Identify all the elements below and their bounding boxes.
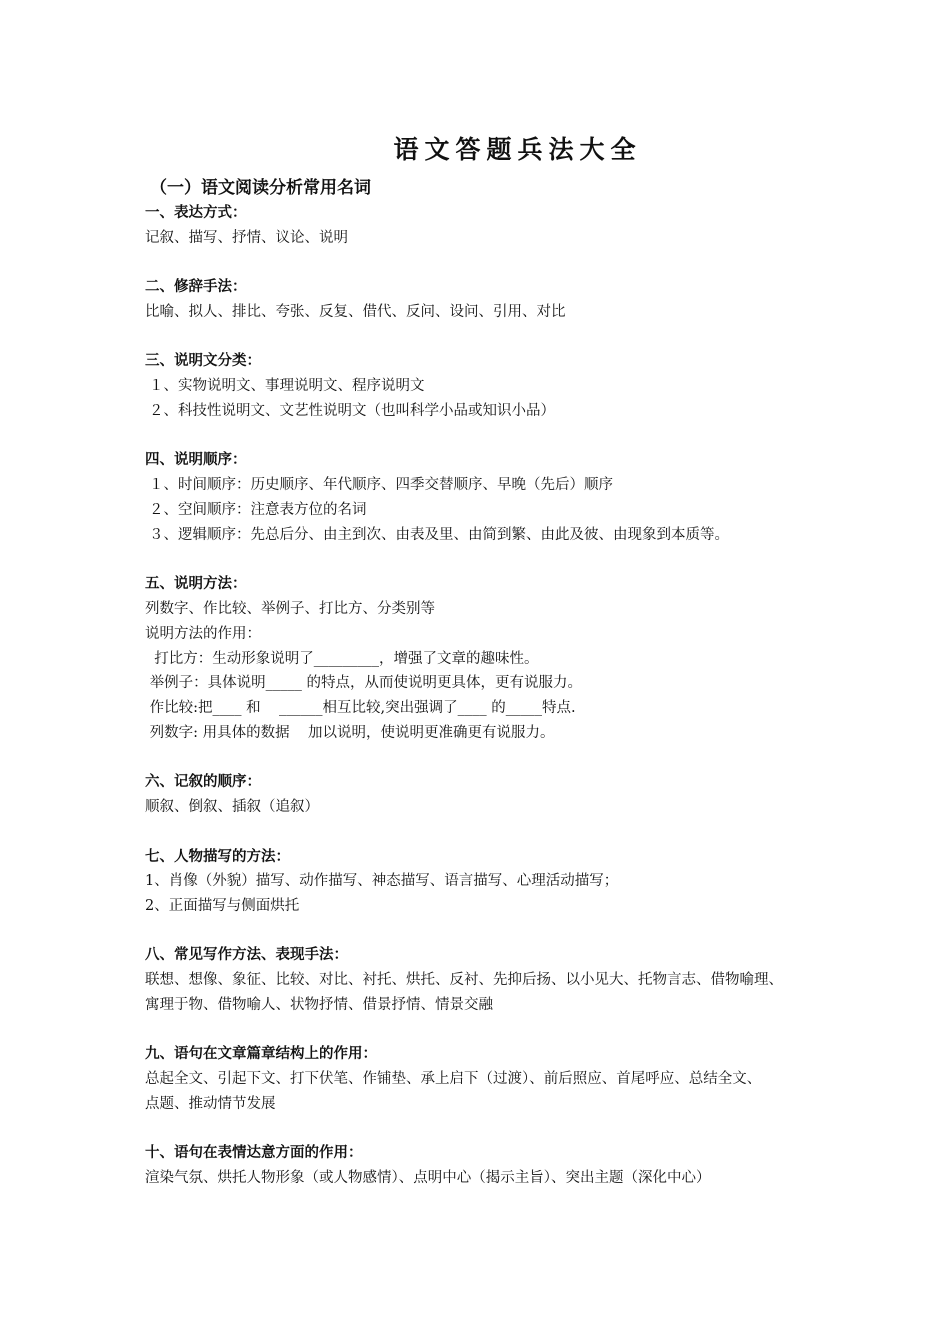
block-expository-types <box>145 349 815 423</box>
block-heading: 七、人物描写的方法： <box>145 847 290 865</box>
block-explanation-order <box>145 448 815 547</box>
document-body <box>145 176 815 1216</box>
block-line: ２、空间顺序：注意表方位的名词 <box>149 501 367 518</box>
block-heading: 九、语句在文章篇章结构上的作用： <box>145 1045 377 1063</box>
block-line: 说明方法的作用： <box>145 625 261 642</box>
block-line: 比喻、拟人、排比、夸张、反复、借代、反问、设问、引用、对比 <box>145 303 566 320</box>
block-line: 1、肖像（外貌）描写、动作描写、神态描写、语言描写、心理活动描写； <box>145 873 619 890</box>
block-line: ３、逻辑顺序：先总后分、由主到次、由表及里、由简到繁、由此及彼、由现象到本质等。 <box>149 526 729 543</box>
block-heading: 六、记叙的顺序： <box>145 773 261 791</box>
block-line: 列数字、作比较、举例子、打比方、分类别等 <box>145 600 435 617</box>
section-title: （一）语文阅读分析常用名词 <box>150 178 371 198</box>
block-line: ２、科技性说明文、文艺性说明文（也叫科学小品或知识小品） <box>149 402 555 419</box>
block-expression-modes <box>145 201 815 251</box>
block-heading: 二、修辞手法： <box>145 278 247 296</box>
block-heading: 四、说明顺序： <box>145 451 247 469</box>
block-rhetoric <box>145 275 815 325</box>
block-line: 记叙、描写、抒情、议论、说明 <box>145 229 348 246</box>
block-line: 作比较:把____ 和 ______相互比较,突出强调了____ 的_____特点. <box>145 700 576 717</box>
block-line: １、时间顺序：历史顺序、年代顺序、四季交替顺序、早晚（先后）顺序 <box>149 477 613 494</box>
block-line: 顺叙、倒叙、插叙（追叙） <box>145 799 319 816</box>
block-heading: 一、表达方式： <box>145 204 247 221</box>
block-line: 列数字: 用具体的数据 加以说明，使说明更准确更有说服力。 <box>145 724 555 741</box>
block-line: 点题、推动情节发展 <box>145 1096 276 1113</box>
block-heading: 十、语句在表情达意方面的作用： <box>145 1144 363 1162</box>
block-expression-function <box>145 1141 815 1191</box>
block-line: 打比方：生动形象说明了_________，增强了文章的趣味性。 <box>145 650 539 667</box>
block-structure-function <box>145 1042 815 1116</box>
block-line: 举例子：具体说明_____ 的特点，从而使说明更具体，更有说服力。 <box>145 675 582 692</box>
block-heading: 三、说明文分类： <box>145 352 261 370</box>
block-line: 联想、想像、象征、比较、对比、衬托、烘托、反衬、先抑后扬、以小见大、托物言志、借物喻理、 <box>145 972 783 989</box>
block-line: 总起全文、引起下文、打下伏笔、作铺垫、承上启下（过渡）、前后照应、首尾呼应、总结全文、 <box>145 1071 762 1088</box>
block-writing-techniques <box>145 943 815 1017</box>
block-line: 2、正面描写与侧面烘托 <box>145 898 300 915</box>
block-heading: 五、说明方法： <box>145 575 247 593</box>
block-line: １、实物说明文、事理说明文、程序说明文 <box>149 378 425 395</box>
block-heading: 八、常见写作方法、表现手法： <box>145 946 348 964</box>
block-explanation-methods <box>145 572 815 746</box>
document-title: 语文答题兵法大全 <box>393 135 642 164</box>
block-narrative-order <box>145 770 815 820</box>
block-character-description <box>145 845 815 919</box>
block-line: 寓理于物、借物喻人、状物抒情、借景抒情、情景交融 <box>145 997 493 1014</box>
block-line: 渲染气氛、烘托人物形象（或人物感情）、点明中心（揭示主旨）、突出主题（深化中心） <box>145 1170 711 1187</box>
